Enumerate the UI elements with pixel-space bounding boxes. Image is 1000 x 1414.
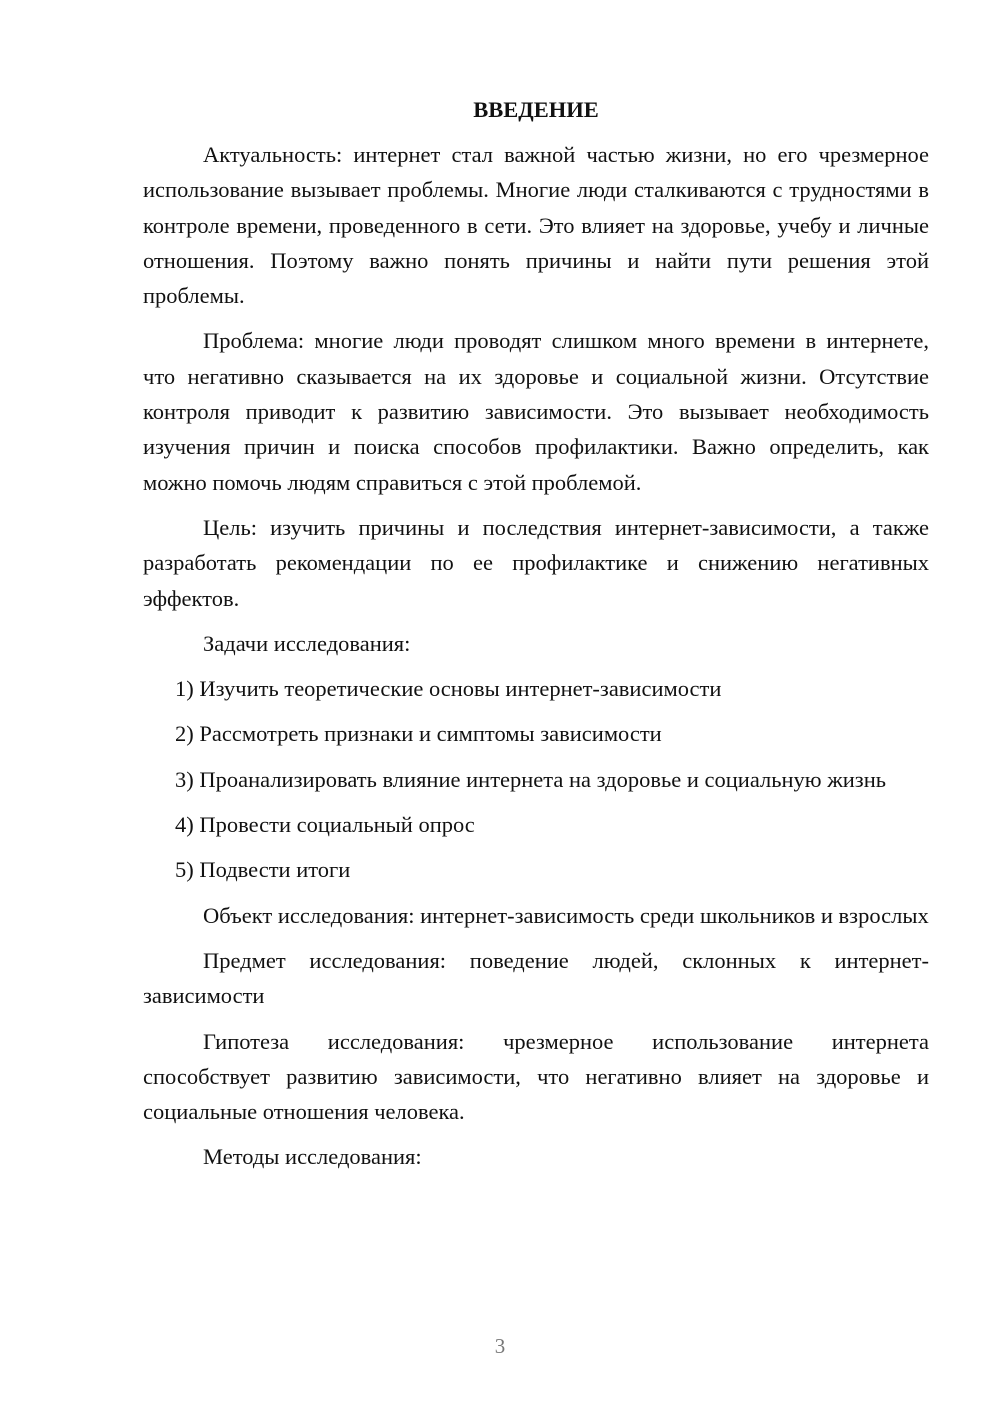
tasks-heading: Задачи исследования: [203,630,411,656]
task-item: 3) Проанализировать влияние интернета на здоровье и социальную жизнь [175,766,887,792]
goal-paragraph: Цель: изучить причины и последствия интернет-зависимости, а также разработать рекомендации по ее профилактике и снижению негативных эффектов. [143,514,929,611]
task-item: 5) Подвести итоги [175,857,351,883]
relevance-paragraph: Актуальность: интернет стал важной частью жизни, но его чрезмерное использование вызывает проблемы. Многие люди сталкиваются с трудностями в контроле времени, проведенного в сети. Это влияет на здоровье, учебу и личные отношения. Поэтому важно понять причины и найти пути решения этой проблемы. [143,142,929,309]
task-item: 1) Изучить теоретические основы интернет-зависимости [175,676,722,702]
task-item: 2) Рассмотреть признаки и симптомы зависимости [175,721,662,747]
subject-paragraph: Предмет исследования: поведение людей, склонных к интернет-зависимости [143,947,929,1009]
page-title: ВВЕДЕНИЕ [473,97,599,122]
page-number: 3 [494,1334,506,1358]
task-item: 4) Провести социальный опрос [175,812,475,838]
problem-paragraph: Проблема: многие люди проводят слишком много времени в интернете, что негативно сказывается на их здоровье и социальной жизни. Отсутствие контроля приводит к развитию зависимости. Это вызывает необходимость изучения причин и поиска способов профилактики. Важно определить, как можно помочь людям справиться с этой проблемой. [143,328,929,495]
methods-heading: Методы исследования: [203,1144,422,1170]
hypothesis-paragraph: Гипотеза исследования: чрезмерное использование интернета способствует развитию зависимости, что негативно влияет на здоровье и социальные отношения человека. [143,1028,929,1125]
object-paragraph: Объект исследования: интернет-зависимость среди школьников и взрослых [203,902,929,928]
page-content [143,95,929,1185]
